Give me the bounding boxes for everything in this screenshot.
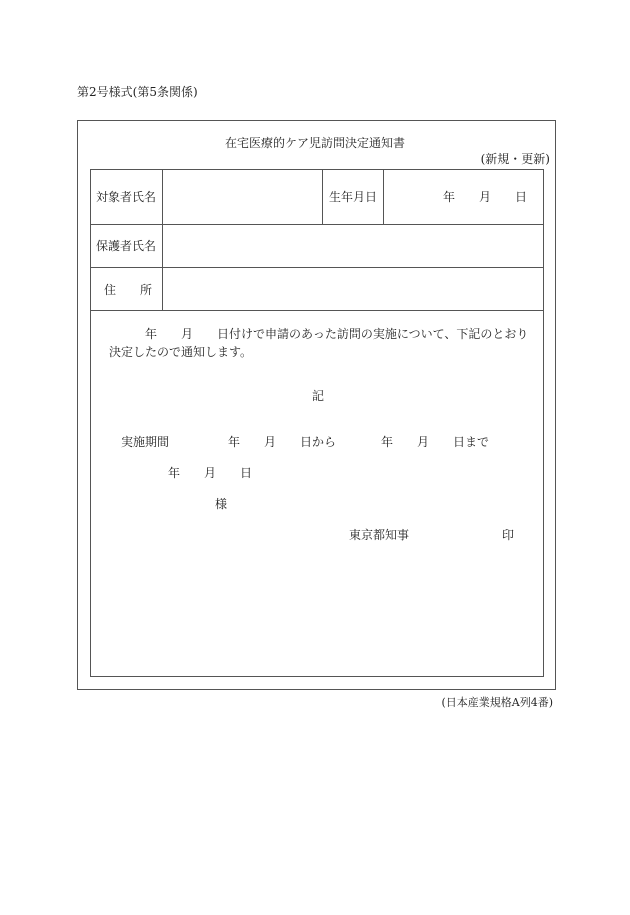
notice-text-line1: 年 月 日付けで申請のあった訪問の実施について、下記のとおり [145, 327, 529, 341]
notice-text-line2: 決定したので通知します。 [109, 345, 253, 359]
issue-date[interactable]: 年 月 日 [168, 466, 253, 480]
subject-name-label: 対象者氏名 [96, 190, 157, 204]
addressee-suffix: 様 [215, 497, 228, 511]
birthdate-field[interactable]: 年 月 日 [443, 190, 528, 204]
period-to[interactable]: 年 月 日まで [381, 435, 490, 449]
guardian-name-field[interactable] [163, 225, 543, 266]
issuer-name: 東京都知事 [349, 528, 410, 542]
ki-heading: 記 [312, 389, 325, 403]
period-from[interactable]: 年 月 日から [228, 435, 337, 449]
form-number-label: 第2号様式(第5条関係) [77, 85, 198, 99]
period-label: 実施期間 [121, 435, 170, 449]
table-column-divider [383, 169, 384, 224]
document-type-label: (新規・更新) [480, 152, 550, 166]
seal-mark: 印 [502, 528, 515, 542]
birthdate-label: 生年月日 [329, 190, 378, 204]
subject-name-field[interactable] [163, 170, 321, 223]
document-title: 在宅医療的ケア児訪問決定通知書 [224, 136, 405, 150]
guardian-name-label: 保護者氏名 [96, 239, 157, 253]
table-row-divider [90, 310, 544, 311]
address-label: 住 所 [104, 283, 153, 297]
address-field[interactable] [163, 268, 543, 309]
table-column-divider [322, 169, 323, 224]
paper-size-note: (日本産業規格A列4番) [441, 696, 553, 709]
